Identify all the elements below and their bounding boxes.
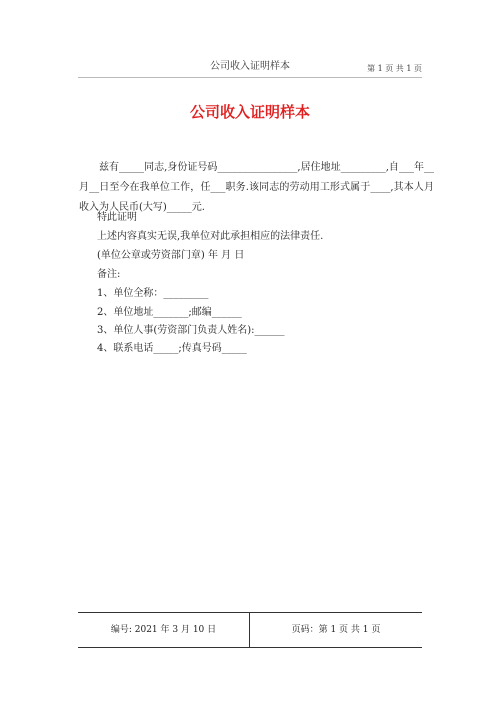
seal-line: (单位公章或劳资部门章) 年 月 日	[97, 250, 245, 261]
special-proof-line: 特此证明	[97, 212, 137, 223]
remark-item: 1、单位全称：_________	[97, 288, 209, 299]
running-header-page-indicator: 第 1 页 共 1 页	[367, 64, 422, 73]
document-title: 公司收入证明样本	[189, 103, 310, 121]
header-divider	[78, 77, 422, 78]
footer-bottom-rule	[78, 647, 422, 648]
remark-item: 2、单位地址_______;邮编______	[97, 307, 242, 318]
running-header-title: 公司收入证明样本	[210, 61, 290, 72]
remarks-label: 备注:	[97, 269, 121, 280]
footer-top-rule	[78, 612, 422, 613]
declaration-line: 上述内容真实无误,我单位对此承担相应的法律责任.	[97, 231, 324, 242]
body-paragraph: 兹有_____同志,身份证号码________________,居住地址_________,自___年__月__日至今在我单位工作，任___职务.该同志的劳动用工形式属于____,其本人月收入为人民币(大写)_____元.	[79, 162, 434, 213]
remark-item: 4、联系电话_____;传真号码_____	[97, 343, 247, 354]
footer-number-date: 编号: 2021 年 3 月 10 日	[110, 625, 217, 635]
remark-item: 3、单位人事(劳资部门负责人姓名):______	[97, 325, 285, 336]
footer-page-number: 页码：第 1 页 共 1 页	[291, 625, 381, 635]
